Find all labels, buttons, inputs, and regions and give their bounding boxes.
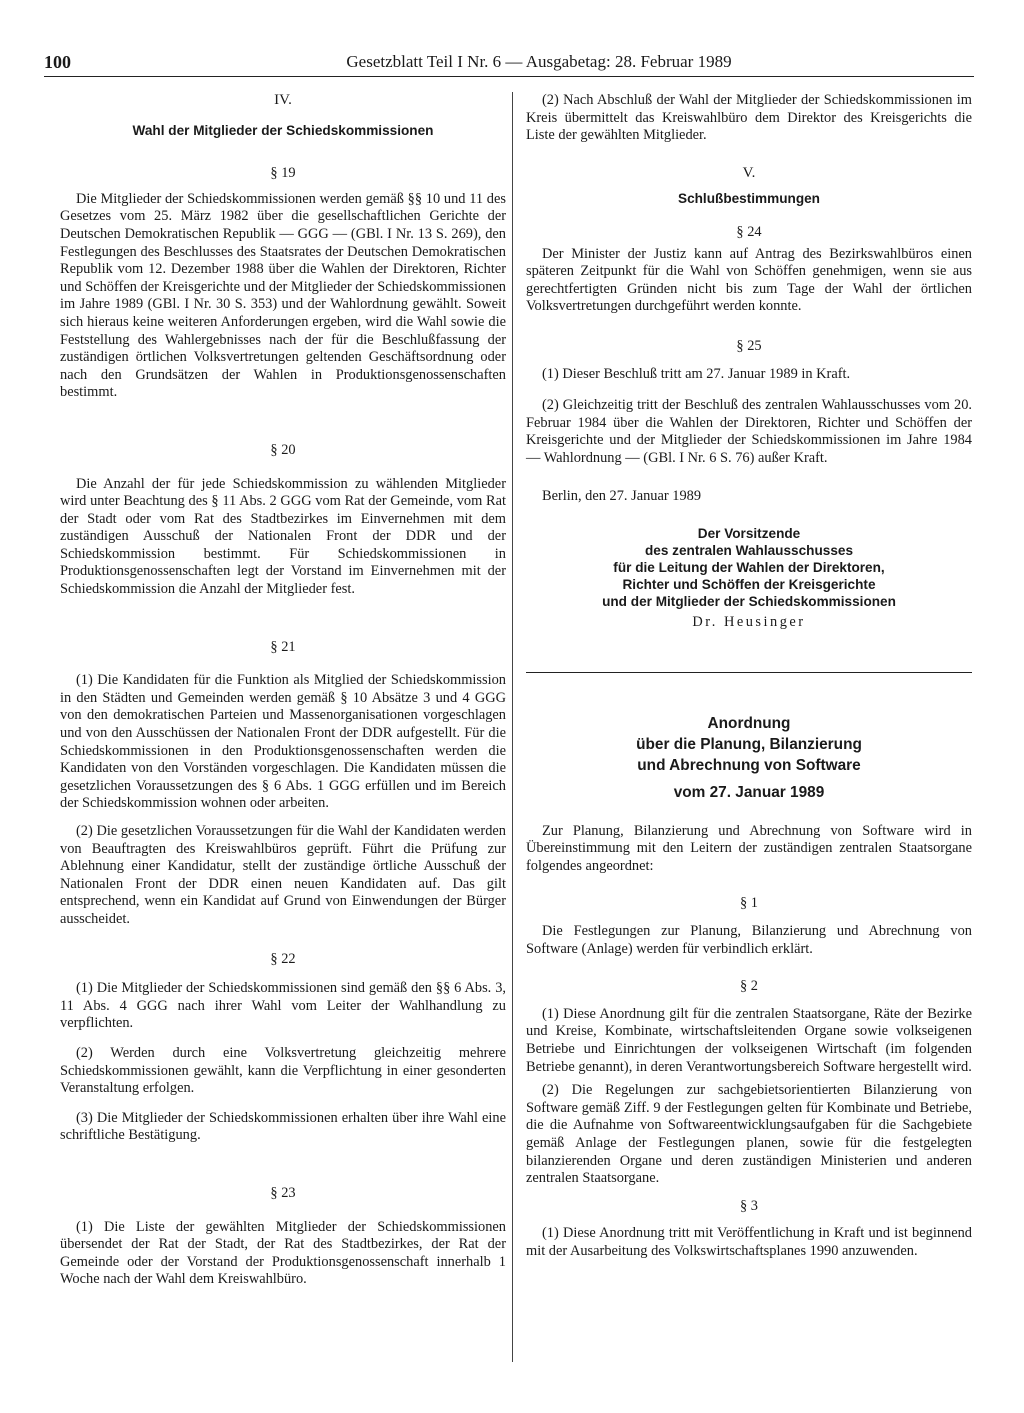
running-title: Gesetzblatt Teil I Nr. 6 — Ausgabetag: 28. Februar 1989: [346, 52, 732, 71]
section-sign-23: § 23: [270, 1184, 296, 1201]
page-number: 100: [44, 52, 71, 72]
part-numeral: IV.: [274, 92, 292, 108]
section-24-text: Der Minister der Justiz kann auf Antrag des Bezirkswahlbüros einen späteren Zeitpunkt für die Wahl von Schöffen genehmigen, wenn sie aus gerechtfertigten Gründen nicht bis zum Tage der Wahl der örtlichen Volksvertretungen durchgeführt werden konnte.: [526, 245, 972, 315]
order-section-sign-3: § 3: [740, 1197, 758, 1214]
section-19-text: Die Mitglieder der Schiedskommissionen werden gemäß §§ 10 und 11 des Gesetzes vom 25. März 1982 über die gesellschaftlichen Gerichte der Deutschen Demokratischen Republik — GGG — (GBl. I Nr. 13 S. 269), den Festlegungen des Beschlusses des Staatsrates der Deutschen Demokratischen Republik vom 12. Dezember 1988 über die Wahlen der Direktoren, Richter und Schöffen der Kreisgerichte und der Mitglieder der Schiedskommissionen im Jahre 1989 (GBl. I Nr. 30 S. 353) und der Wahlordnung gewählt. Soweit sich hieraus keine weiteren Anforderungen ergeben, wird die Wahl sowie die Feststellung des Wahlergebnisses nach der für die Beschlußfassung der zuständigen örtlichen Volksvertretungen geltenden Geschäftsordnung oder nach den Grundsätzen der Wahlen in Produktionsgenossenschaften bestimmt.: [60, 190, 506, 401]
order-section-3-para-1: (1) Diese Anordnung tritt mit Veröffentlichung in Kraft und ist beginnend mit der Ausarbeitung des Volkswirtschaftsplanes 1990 anzuwenden.: [526, 1225, 972, 1259]
section-21-para-2: (2) Die gesetzlichen Voraussetzungen für die Wahl der Kandidaten werden von Beauftragten des Kreiswahlbüros geprüft. Führt die Prüfung zur Ablehnung einer Kandidatur, stellt der zuständige örtliche Ausschuß der Nationalen Front der DDR einen neuen Kandidaten auf. Das gilt entsprechend, wenn ein Kandidat auf Grund von Einwendungen der Bürger ausscheidet.: [60, 823, 506, 927]
left-column: [60, 92, 506, 1289]
signature-line-5: und der Mitglieder der Schiedskommissionen: [602, 594, 896, 610]
order-title-3: und Abrechnung von Software: [637, 756, 861, 774]
part-numeral-v: V.: [742, 164, 756, 181]
order-section-sign-2: § 2: [740, 978, 758, 995]
signature-block: [526, 525, 972, 632]
section-20-text: Die Anzahl der für jede Schiedskommission zu wählenden Mitglieder wird unter Beachtung des § 11 Abs. 2 GGG vom Rat der Gemeinde, vom Rat der Stadt oder vom Rat des Stadtbezirkes im Einvernehmen mit dem zuständigen Ausschuß der Nationalen Front der DDR und der Schiedskommission bestimmt. Für Schiedskommissionen in Produktionsgenossenschaften legt der Vorstand im Einvernehmen mit der Schiedskommission die Anzahl der Mitglieder fest.: [60, 475, 506, 598]
section-21-para-1: (1) Die Kandidaten für die Funktion als Mitglied der Schiedskommission in den Städten und Gemeinden werden gemäß § 10 Absätze 3 und 4 GGG von den demokratischen Parteien und Massenorganisationen vorgeschlagen und von den Ausschüssen der Nationalen Front der DDR aufgestellt. Für die Schiedskommissionen in den Produktionsgenossenschaften werden die Kandidaten von den Vorständen vorgeschlagen. Die Kandidaten müssen die gesetzlichen Voraussetzungen des § 6 Abs. 1 GGG erfüllen und im Bereich der Schiedskommission wohnen oder arbeiten.: [60, 672, 506, 812]
section-22-para-3: (3) Die Mitglieder der Schiedskommissionen erhalten über ihre Wahl eine schriftliche Bestätigung.: [60, 1109, 506, 1144]
order-heading: [526, 713, 972, 803]
part-title-v: Schlußbestimmungen: [678, 191, 820, 207]
right-column: [526, 92, 972, 1261]
signatory-name: Dr. Heusinger: [692, 614, 806, 631]
section-25-para-2: (2) Gleichzeitig tritt der Beschluß des zentralen Wahlausschusses vom 20. Februar 1984 über die Wahlen der Direktoren, Richter und Schöffen der Kreisgerichte und der Mitglieder der Schiedskommissionen im Jahre 1984 — Wahlordnung — (GBl. I Nr. 6 S. 76) außer Kraft.: [526, 397, 972, 466]
order-section-2-para-2: (2) Die Regelungen zur sachgebietsorientierten Bilanzierung von Software gemäß Ziff. 9 der Festlegungen gelten für Kombinate und Betriebe, die die Aufnahme von Softwareentwicklungsaufgaben für die Sachgebiete gemäß Anlage der Festlegungen planen, sowie für die festgelegten bilanzierenden Organe und deren zuständigen Ministerien und anderen zentralen Staatsorgane.: [526, 1082, 972, 1187]
order-section-sign-1: § 1: [740, 895, 758, 912]
section-sign-21: § 21: [270, 638, 296, 655]
section-sign-19: § 19: [270, 165, 296, 182]
order-preamble: Zur Planung, Bilanzierung und Abrechnung von Software wird in Übereinstimmung mit den Leitern der zuständigen zentralen Staatsorgane folgendes angeordnet:: [526, 822, 972, 874]
signature-line-3: für die Leitung der Wahlen der Direktoren,: [613, 560, 885, 576]
order-section-2-para-1: (1) Diese Anordnung gilt für die zentralen Staatsorgane, Räte der Bezirke und Kreise, Kombinate, wirtschaftsleitenden Organe sowie volkseigenen Betriebe und Einrichtungen der volkseigenen Wirtschaft (im folgenden Betriebe genannt), in deren Verantwortungsbereich Software hergestellt wird.: [526, 1005, 972, 1075]
section-23-para-1: (1) Die Liste der gewählten Mitglieder der Schiedskommissionen übersendet der Rat der Stadt, der Rat des Stadtbezirkes, der Rat der Gemeinde oder der Vorstand der Produktionsgenossenschaft innerhalb 1 Woche nach der Wahl dem Kreiswahlbüro.: [60, 1218, 506, 1288]
section-sign-25: § 25: [736, 337, 762, 354]
section-25-para-1: (1) Dieser Beschluß tritt am 27. Januar 1989 in Kraft.: [542, 365, 851, 382]
order-date: vom 27. Januar 1989: [673, 783, 825, 801]
section-22-para-1: (1) Die Mitglieder der Schiedskommissionen sind gemäß den §§ 6 Abs. 3, 11 Abs. 4 GGG nach ihrer Wahl vom Leiter der Wahlhandlung zu verpflichten.: [60, 980, 506, 1032]
page-header: [44, 48, 974, 77]
order-title-2: über die Planung, Bilanzierung: [636, 735, 862, 753]
order-title-1: Anordnung: [707, 714, 791, 732]
section-sign-22: § 22: [270, 950, 296, 967]
section-22-para-2: (2) Werden durch eine Volksvertretung gleichzeitig mehrere Schiedskommissionen gewählt, kann die Verpflichtung in einer gesonderten Veranstaltung erfolgen.: [60, 1044, 506, 1097]
signature-line-2: des zentralen Wahlausschusses: [644, 543, 853, 559]
column-divider: [512, 92, 513, 1362]
section-sign-20: § 20: [270, 441, 296, 458]
section-divider: [526, 672, 972, 673]
order-section-1-text: Die Festlegungen zur Planung, Bilanzierung und Abrechnung von Software (Anlage) werden für verbindlich erklärt.: [526, 923, 972, 957]
signature-line-4: Richter und Schöffen der Kreisgerichte: [622, 577, 876, 593]
part-title: Wahl der Mitglieder der Schiedskommissionen: [132, 122, 434, 138]
section-sign-24: § 24: [736, 223, 762, 240]
signature-line-1: Der Vorsitzende: [697, 526, 801, 542]
place-date: Berlin, den 27. Januar 1989: [542, 487, 702, 504]
section-23-para-2: (2) Nach Abschluß der Wahl der Mitglieder der Schiedskommissionen im Kreis übermittelt das Kreiswahlbüro dem Direktor des Kreisgerichts die Liste der gewählten Mitglieder.: [526, 92, 972, 144]
